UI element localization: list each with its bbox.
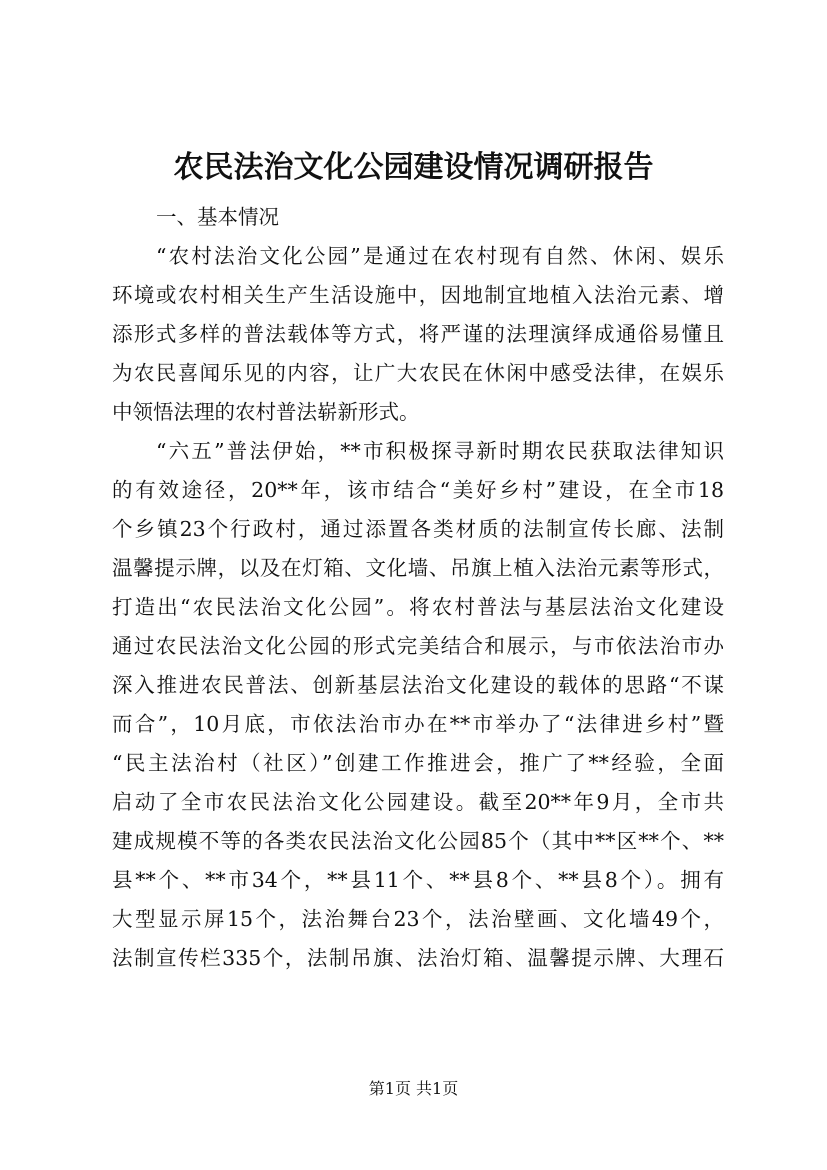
paragraph-line: 中领悟法理的农村普法崭新形式。 [112, 400, 420, 424]
paragraph-line: “农村法治文化公园”是通过在农村现有自然、休闲、娱乐 [156, 244, 724, 268]
paragraph-line: 大型显示屏15个，法治舞台23个，法治壁画、文化墙49个， [112, 907, 724, 931]
document-title: 农民法治文化公园建设情况调研报告 [173, 150, 654, 185]
paragraph-line: 打造出“农民法治文化公园”。将农村普法与基层法治文化建设 [112, 595, 724, 619]
document-body [112, 198, 724, 978]
paragraph-line: 而合”，10月底，市依法治市办在**市举办了“法律进乡村”暨 [112, 712, 724, 736]
paragraph-line: 通过农民法治文化公园的形式完美结合和展示，与市依法治市办 [112, 634, 724, 658]
paragraph-line: 深入推进农民普法、创新基层法治文化建设的载体的思路“不谋 [112, 673, 724, 697]
paragraph-line: “六五”普法伊始，**市积极探寻新时期农民获取法律知识 [156, 439, 724, 463]
paragraph-line: 建成规模不等的各类农民法治文化公园85个（其中**区**个、** [112, 829, 724, 853]
paragraph-line: “民主法治村（社区）”创建工作推进会，推广了**经验，全面 [112, 751, 724, 775]
paragraph-line: 添形式多样的普法载体等方式，将严谨的法理演绎成通俗易懂且 [112, 322, 724, 346]
paragraph-line: 的有效途径，20**年，该市结合“美好乡村”建设，在全市18 [112, 478, 724, 502]
section-heading: 一、基本情况 [156, 205, 279, 229]
page-number-footer: 第1页 共1页 [368, 1079, 459, 1098]
paragraph-line: 县**个、**市34个，**县11个、**县8个、**县8个）。拥有 [112, 868, 724, 892]
paragraph-line: 环境或农村相关生产生活设施中，因地制宜地植入法治元素、增 [112, 283, 724, 307]
paragraph-line: 法制宣传栏335个，法制吊旗、法治灯箱、温馨提示牌、大理石 [112, 946, 724, 970]
paragraph-line: 个乡镇23个行政村，通过添置各类材质的法制宣传长廊、法制 [112, 517, 724, 541]
paragraph-line: 启动了全市农民法治文化公园建设。截至20**年9月，全市共 [112, 790, 724, 814]
paragraph-line: 为农民喜闻乐见的内容，让广大农民在休闲中感受法律，在娱乐 [112, 361, 724, 385]
paragraph-line: 温馨提示牌，以及在灯箱、文化墙、吊旗上植入法治元素等形式， [112, 556, 724, 580]
